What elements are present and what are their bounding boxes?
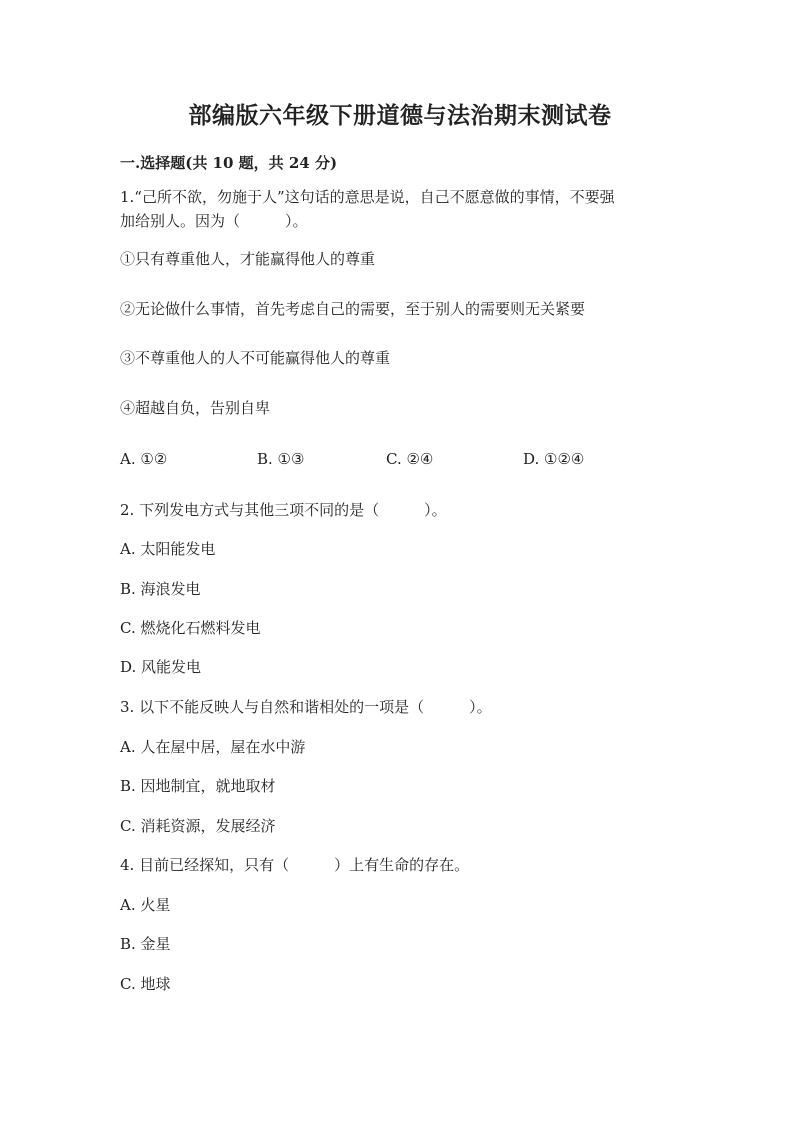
question-1-choice-b: B. ①③ bbox=[257, 450, 305, 468]
section-heading: 一.选择题(共 10 题，共 24 分) bbox=[120, 154, 338, 172]
question-3-option-c: C. 消耗资源，发展经济 bbox=[120, 817, 276, 835]
question-4-option-a: A. 火星 bbox=[120, 896, 171, 914]
question-1-stem-line-2: 加给别人。因为（ ）。 bbox=[120, 212, 308, 230]
question-2-option-d: D. 风能发电 bbox=[120, 658, 202, 676]
question-1-choice-d: D. ①②④ bbox=[523, 450, 585, 468]
question-1-statement-3: ③不尊重他人的人不可能赢得他人的尊重 bbox=[120, 349, 391, 367]
question-1-stem-line-1: 1.“己所不欲，勿施于人”这句话的意思是说，自己不愿意做的事情，不要强 bbox=[120, 188, 615, 206]
question-2-stem: 2. 下列发电方式与其他三项不同的是（ ）。 bbox=[120, 501, 447, 519]
question-1-statement-1: ①只有尊重他人，才能赢得他人的尊重 bbox=[120, 250, 376, 268]
question-3-option-a: A. 人在屋中居，屋在水中游 bbox=[120, 738, 306, 756]
question-1-statement-2: ②无论做什么事情，首先考虑自己的需要，至于别人的需要则无关紧要 bbox=[120, 300, 586, 318]
question-1-statement-4: ④超越自负，告别自卑 bbox=[120, 399, 271, 417]
question-2-option-a: A. 太阳能发电 bbox=[120, 540, 216, 558]
question-4-option-c: C. 地球 bbox=[120, 975, 171, 993]
question-2-option-b: B. 海浪发电 bbox=[120, 580, 201, 598]
question-3-stem: 3. 以下不能反映人与自然和谐相处的一项是（ ）。 bbox=[120, 698, 492, 716]
question-1-choice-c: C. ②④ bbox=[386, 450, 434, 468]
question-3-option-b: B. 因地制宜，就地取材 bbox=[120, 777, 276, 795]
page-title: 部编版六年级下册道德与法治期末测试卷 bbox=[188, 102, 612, 129]
question-1-choice-a: A. ①② bbox=[120, 450, 168, 468]
question-2-option-c: C. 燃烧化石燃料发电 bbox=[120, 619, 261, 637]
question-4-option-b: B. 金星 bbox=[120, 935, 171, 953]
question-4-stem: 4. 目前已经探知，只有（ ）上有生命的存在。 bbox=[120, 856, 470, 874]
